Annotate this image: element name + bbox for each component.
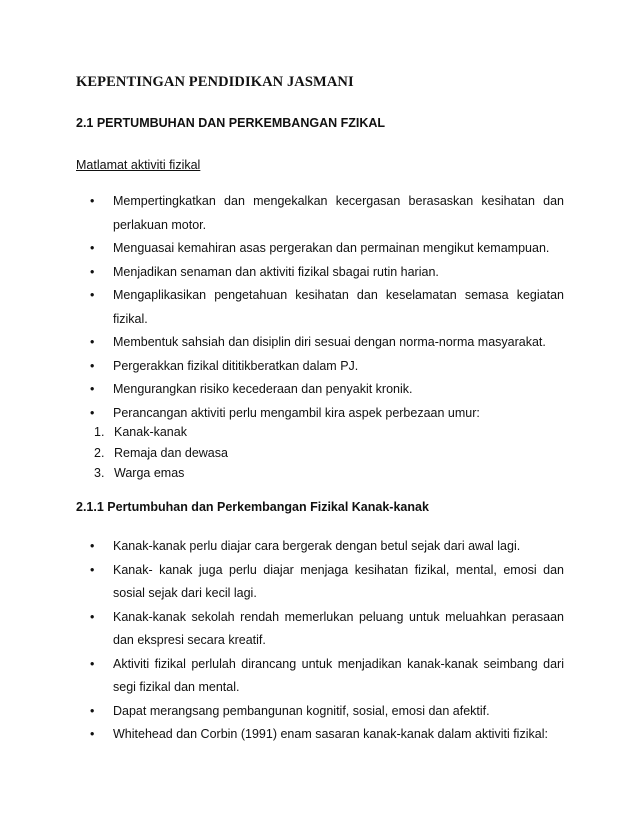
list-item: [88, 190, 564, 237]
numbered-item-text: Kanak-kanak: [114, 425, 187, 439]
numbered-item-text: Warga emas: [114, 466, 185, 480]
list-item-text: Kanak-kanak perlu diajar cara bergerak dengan betul sejak dari awal lagi.: [113, 539, 521, 553]
list-item-text: Pergerakkan fizikal dititikberatkan dalam PJ.: [113, 358, 359, 373]
list-item: [88, 606, 564, 653]
item-number: 1.: [94, 425, 105, 439]
list-item-text: Kanak- kanak juga perlu diajar menjaga kesihatan fizikal, mental, emosi dan sosial sejak dari kecil lagi.: [113, 562, 564, 600]
numbered-item: [94, 422, 228, 443]
list-item-text: Mempertingkatkan dan mengekalkan kecergasan berasaskan kesihatan dan perlakuan motor.: [113, 194, 564, 232]
bullet-icon: •: [90, 264, 95, 279]
bullet-icon: •: [90, 194, 95, 208]
bullet-icon: •: [90, 609, 95, 624]
list-item-text: Mengurangkan risiko kecederaan dan penyakit kronik.: [113, 382, 413, 396]
bullet-icon: •: [90, 335, 95, 349]
bullet-list-matlamat: [88, 190, 564, 425]
bullet-icon: •: [90, 727, 95, 741]
item-number: 2.: [94, 445, 105, 460]
list-item-text: Kanak-kanak sekolah rendah memerlukan peluang untuk meluahkan perasaan dan ekspresi secara kreatif.: [113, 609, 564, 647]
bullet-icon: •: [90, 288, 95, 302]
list-item: [88, 355, 564, 379]
list-item: [88, 331, 564, 355]
bullet-icon: •: [90, 382, 95, 396]
list-item: [88, 535, 564, 559]
list-item-text: Aktiviti fizikal perlulah dirancang untuk menjadikan kanak-kanak seimbang dari segi fizikal dan mental.: [113, 656, 564, 694]
numbered-list-umur: [94, 422, 228, 484]
list-item: [88, 653, 564, 700]
list-item: [88, 261, 564, 285]
section-heading: 2.1 PERTUMBUHAN DAN PERKEMBANGAN FZIKAL: [76, 116, 386, 130]
numbered-item-text: Remaja dan dewasa: [114, 445, 228, 460]
bullet-list-kanak-kanak: [88, 535, 564, 747]
bullet-icon: •: [90, 241, 95, 255]
bullet-icon: •: [90, 539, 95, 553]
list-item: [88, 700, 564, 724]
list-item: [88, 559, 564, 606]
bullet-icon: •: [90, 656, 95, 671]
bullet-icon: •: [90, 358, 95, 373]
list-item-text: Mengaplikasikan pengetahuan kesihatan dan keselamatan semasa kegiatan fizikal.: [113, 288, 564, 326]
list-item: [88, 723, 564, 747]
list-item-text: Perancangan aktiviti perlu mengambil kira aspek perbezaan umur:: [113, 405, 480, 420]
bullet-icon: •: [90, 405, 95, 420]
item-number: 3.: [94, 466, 105, 480]
numbered-item: [94, 443, 228, 464]
bullet-icon: •: [90, 562, 95, 577]
numbered-item: [94, 463, 228, 484]
list-item: [88, 378, 564, 402]
bullet-icon: •: [90, 703, 95, 718]
list-item-text: Whitehead dan Corbin (1991) enam sasaran kanak-kanak dalam aktiviti fizikal:: [113, 727, 548, 741]
list-item-text: Membentuk sahsiah dan disiplin diri sesuai dengan norma-norma masyarakat.: [113, 335, 546, 349]
list-item-text: Menjadikan senaman dan aktiviti fizikal sbagai rutin harian.: [113, 264, 439, 279]
list-item-text: Dapat merangsang pembangunan kognitif, sosial, emosi dan afektif.: [113, 703, 490, 718]
document-title: KEPENTINGAN PENDIDIKAN JASMANI: [76, 74, 354, 90]
subheading-matlamat: Matlamat aktiviti fizikal: [76, 158, 201, 172]
list-item: [88, 237, 564, 261]
list-item: [88, 284, 564, 331]
list-item-text: Menguasai kemahiran asas pergerakan dan permainan mengikut kemampuan.: [113, 241, 550, 255]
subsection-heading: 2.1.1 Pertumbuhan dan Perkembangan Fizikal Kanak-kanak: [76, 500, 429, 514]
